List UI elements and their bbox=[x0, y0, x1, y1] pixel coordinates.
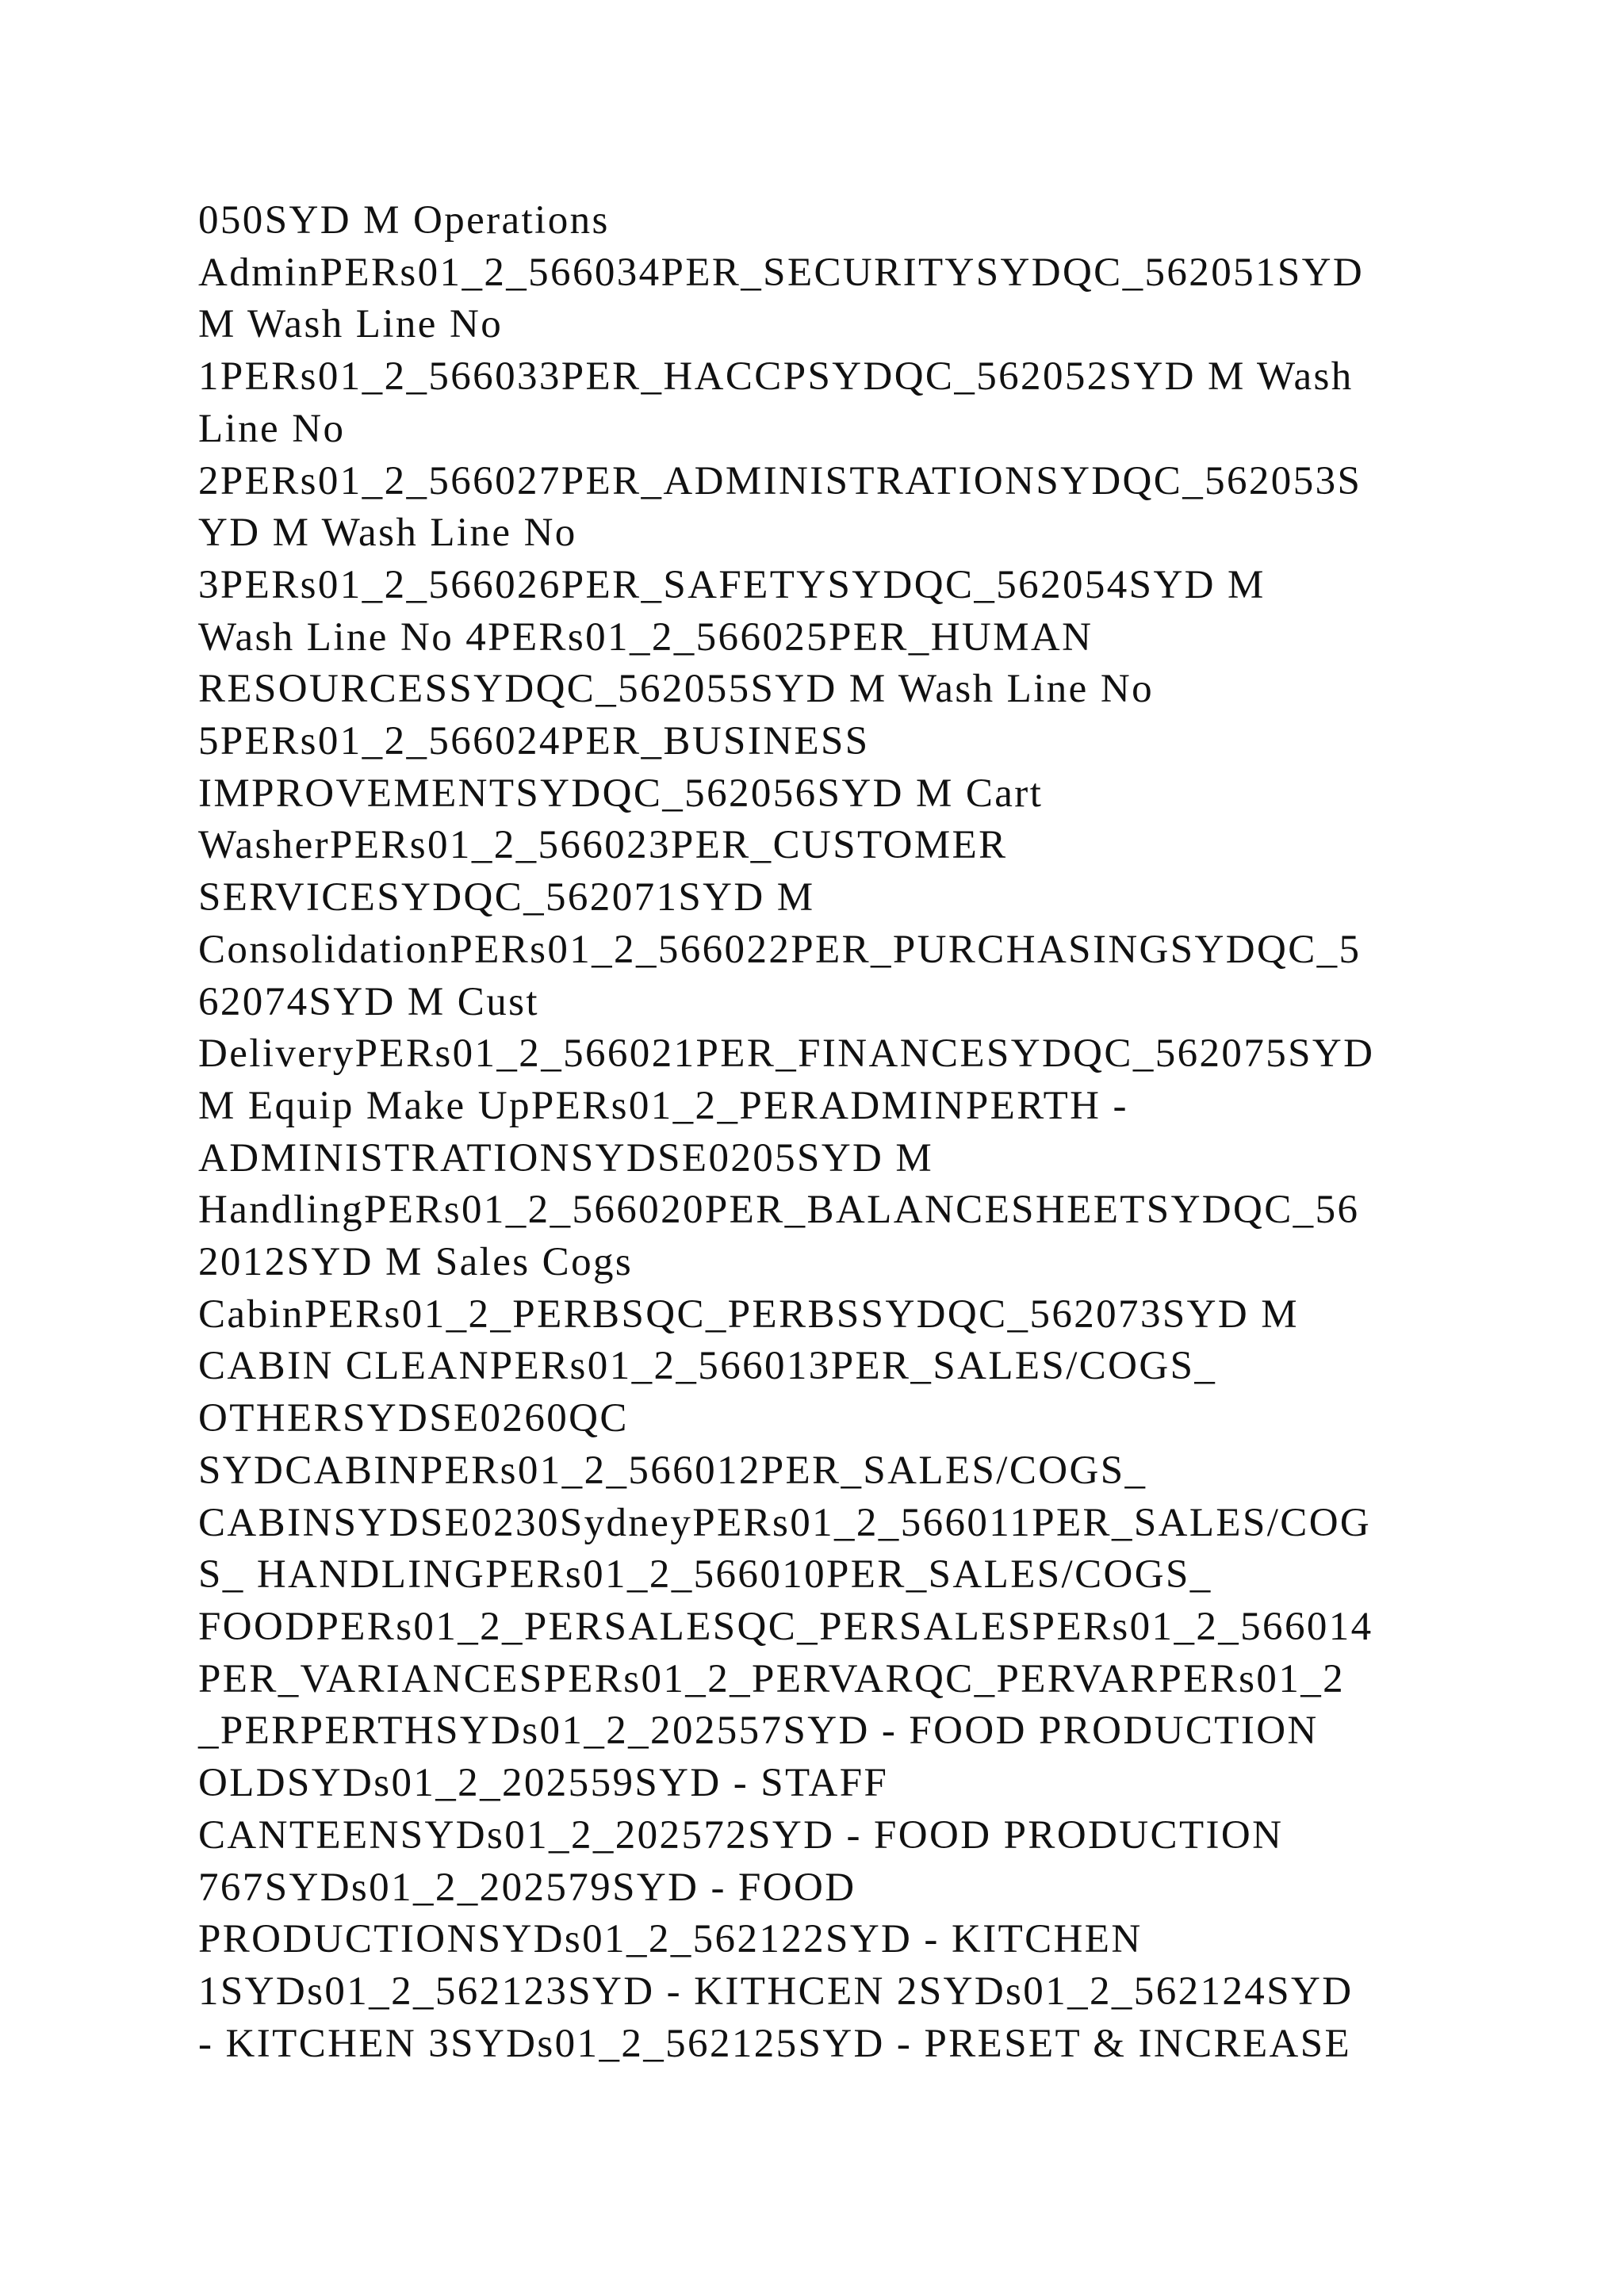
text-line: CabinPERs01_2_PERBSQC_PERBSSYDQC_562073SYD M bbox=[198, 1292, 1299, 1337]
text-line: CABINSYDSE0230SydneyPERs01_2_566011PER_SALES/COG bbox=[198, 1500, 1372, 1545]
text-line: 5PERs01_2_566024PER_BUSINESS bbox=[198, 719, 870, 764]
text-line: 050SYD M Operations bbox=[198, 198, 610, 243]
text-line: RESOURCESSYDQC_562055SYD M Wash Line No bbox=[198, 667, 1154, 712]
text-line: ConsolidationPERs01_2_566022PER_PURCHASINGSYDQC_5 bbox=[198, 927, 1362, 972]
text-line: YD M Wash Line No bbox=[198, 511, 577, 556]
document-body bbox=[198, 195, 1530, 2070]
text-line: M Equip Make UpPERs01_2_PERADMINPERTH - bbox=[198, 1083, 1128, 1128]
text-line: 767SYDs01_2_202579SYD - FOOD bbox=[198, 1865, 856, 1910]
text-line: 62074SYD M Cust bbox=[198, 979, 539, 1024]
text-line: 2012SYD M Sales Cogs bbox=[198, 1240, 634, 1285]
text-line: Line No bbox=[198, 406, 346, 451]
text-line: ADMINISTRATIONSYDSE0205SYD M bbox=[198, 1135, 934, 1181]
text-line: _PERPERTHSYDs01_2_202557SYD - FOOD PRODUCTION bbox=[198, 1709, 1319, 1754]
text-line: AdminPERs01_2_566034PER_SECURITYSYDQC_562051SYD bbox=[198, 250, 1365, 295]
text-line: PRODUCTIONSYDs01_2_562122SYD - KITCHEN bbox=[198, 1917, 1143, 1962]
text-line: OTHERSYDSE0260QC bbox=[198, 1396, 629, 1441]
text-line: CANTEENSYDs01_2_202572SYD - FOOD PRODUCTION bbox=[198, 1812, 1284, 1858]
text-line: OLDSYDs01_2_202559SYD - STAFF bbox=[198, 1761, 889, 1806]
text-line: 1SYDs01_2_562123SYD - KITHCEN 2SYDs01_2_562124SYD bbox=[198, 1969, 1354, 2014]
text-line: - KITCHEN 3SYDs01_2_562125SYD - PRESET & INCREASE bbox=[198, 2021, 1352, 2066]
text-line: M Wash Line No bbox=[198, 302, 504, 347]
text-line: PER_VARIANCESPERs01_2_PERVARQC_PERVARPERs01_2 bbox=[198, 1656, 1346, 1701]
text-line: WasherPERs01_2_566023PER_CUSTOMER bbox=[198, 823, 1008, 868]
text-line: HandlingPERs01_2_566020PER_BALANCESHEETSYDQC_56 bbox=[198, 1188, 1360, 1233]
text-line: IMPROVEMENTSYDQC_562056SYD M Cart bbox=[198, 771, 1044, 816]
text-line: SERVICESYDQC_562071SYD M bbox=[198, 875, 815, 920]
text-line: SYDCABINPERs01_2_566012PER_SALES/COGS_ bbox=[198, 1448, 1147, 1493]
text-line: 3PERs01_2_566026PER_SAFETYSYDQC_562054SYD M bbox=[198, 562, 1266, 607]
text-line: FOODPERs01_2_PERSALESQC_PERSALESPERs01_2_566014 bbox=[198, 1604, 1373, 1649]
text-line: S_ HANDLINGPERs01_2_566010PER_SALES/COGS_ bbox=[198, 1552, 1212, 1598]
text-line: DeliveryPERs01_2_566021PER_FINANCESYDQC_562075SYD bbox=[198, 1031, 1375, 1077]
text-line: CABIN CLEANPERs01_2_566013PER_SALES/COGS_ bbox=[198, 1344, 1217, 1389]
text-line: 2PERs01_2_566027PER_ADMINISTRATIONSYDQC_562053S bbox=[198, 458, 1362, 503]
text-line: 1PERs01_2_566033PER_HACCPSYDQC_562052SYD M Wash bbox=[198, 354, 1354, 400]
text-line: Wash Line No 4PERs01_2_566025PER_HUMAN bbox=[198, 614, 1094, 660]
